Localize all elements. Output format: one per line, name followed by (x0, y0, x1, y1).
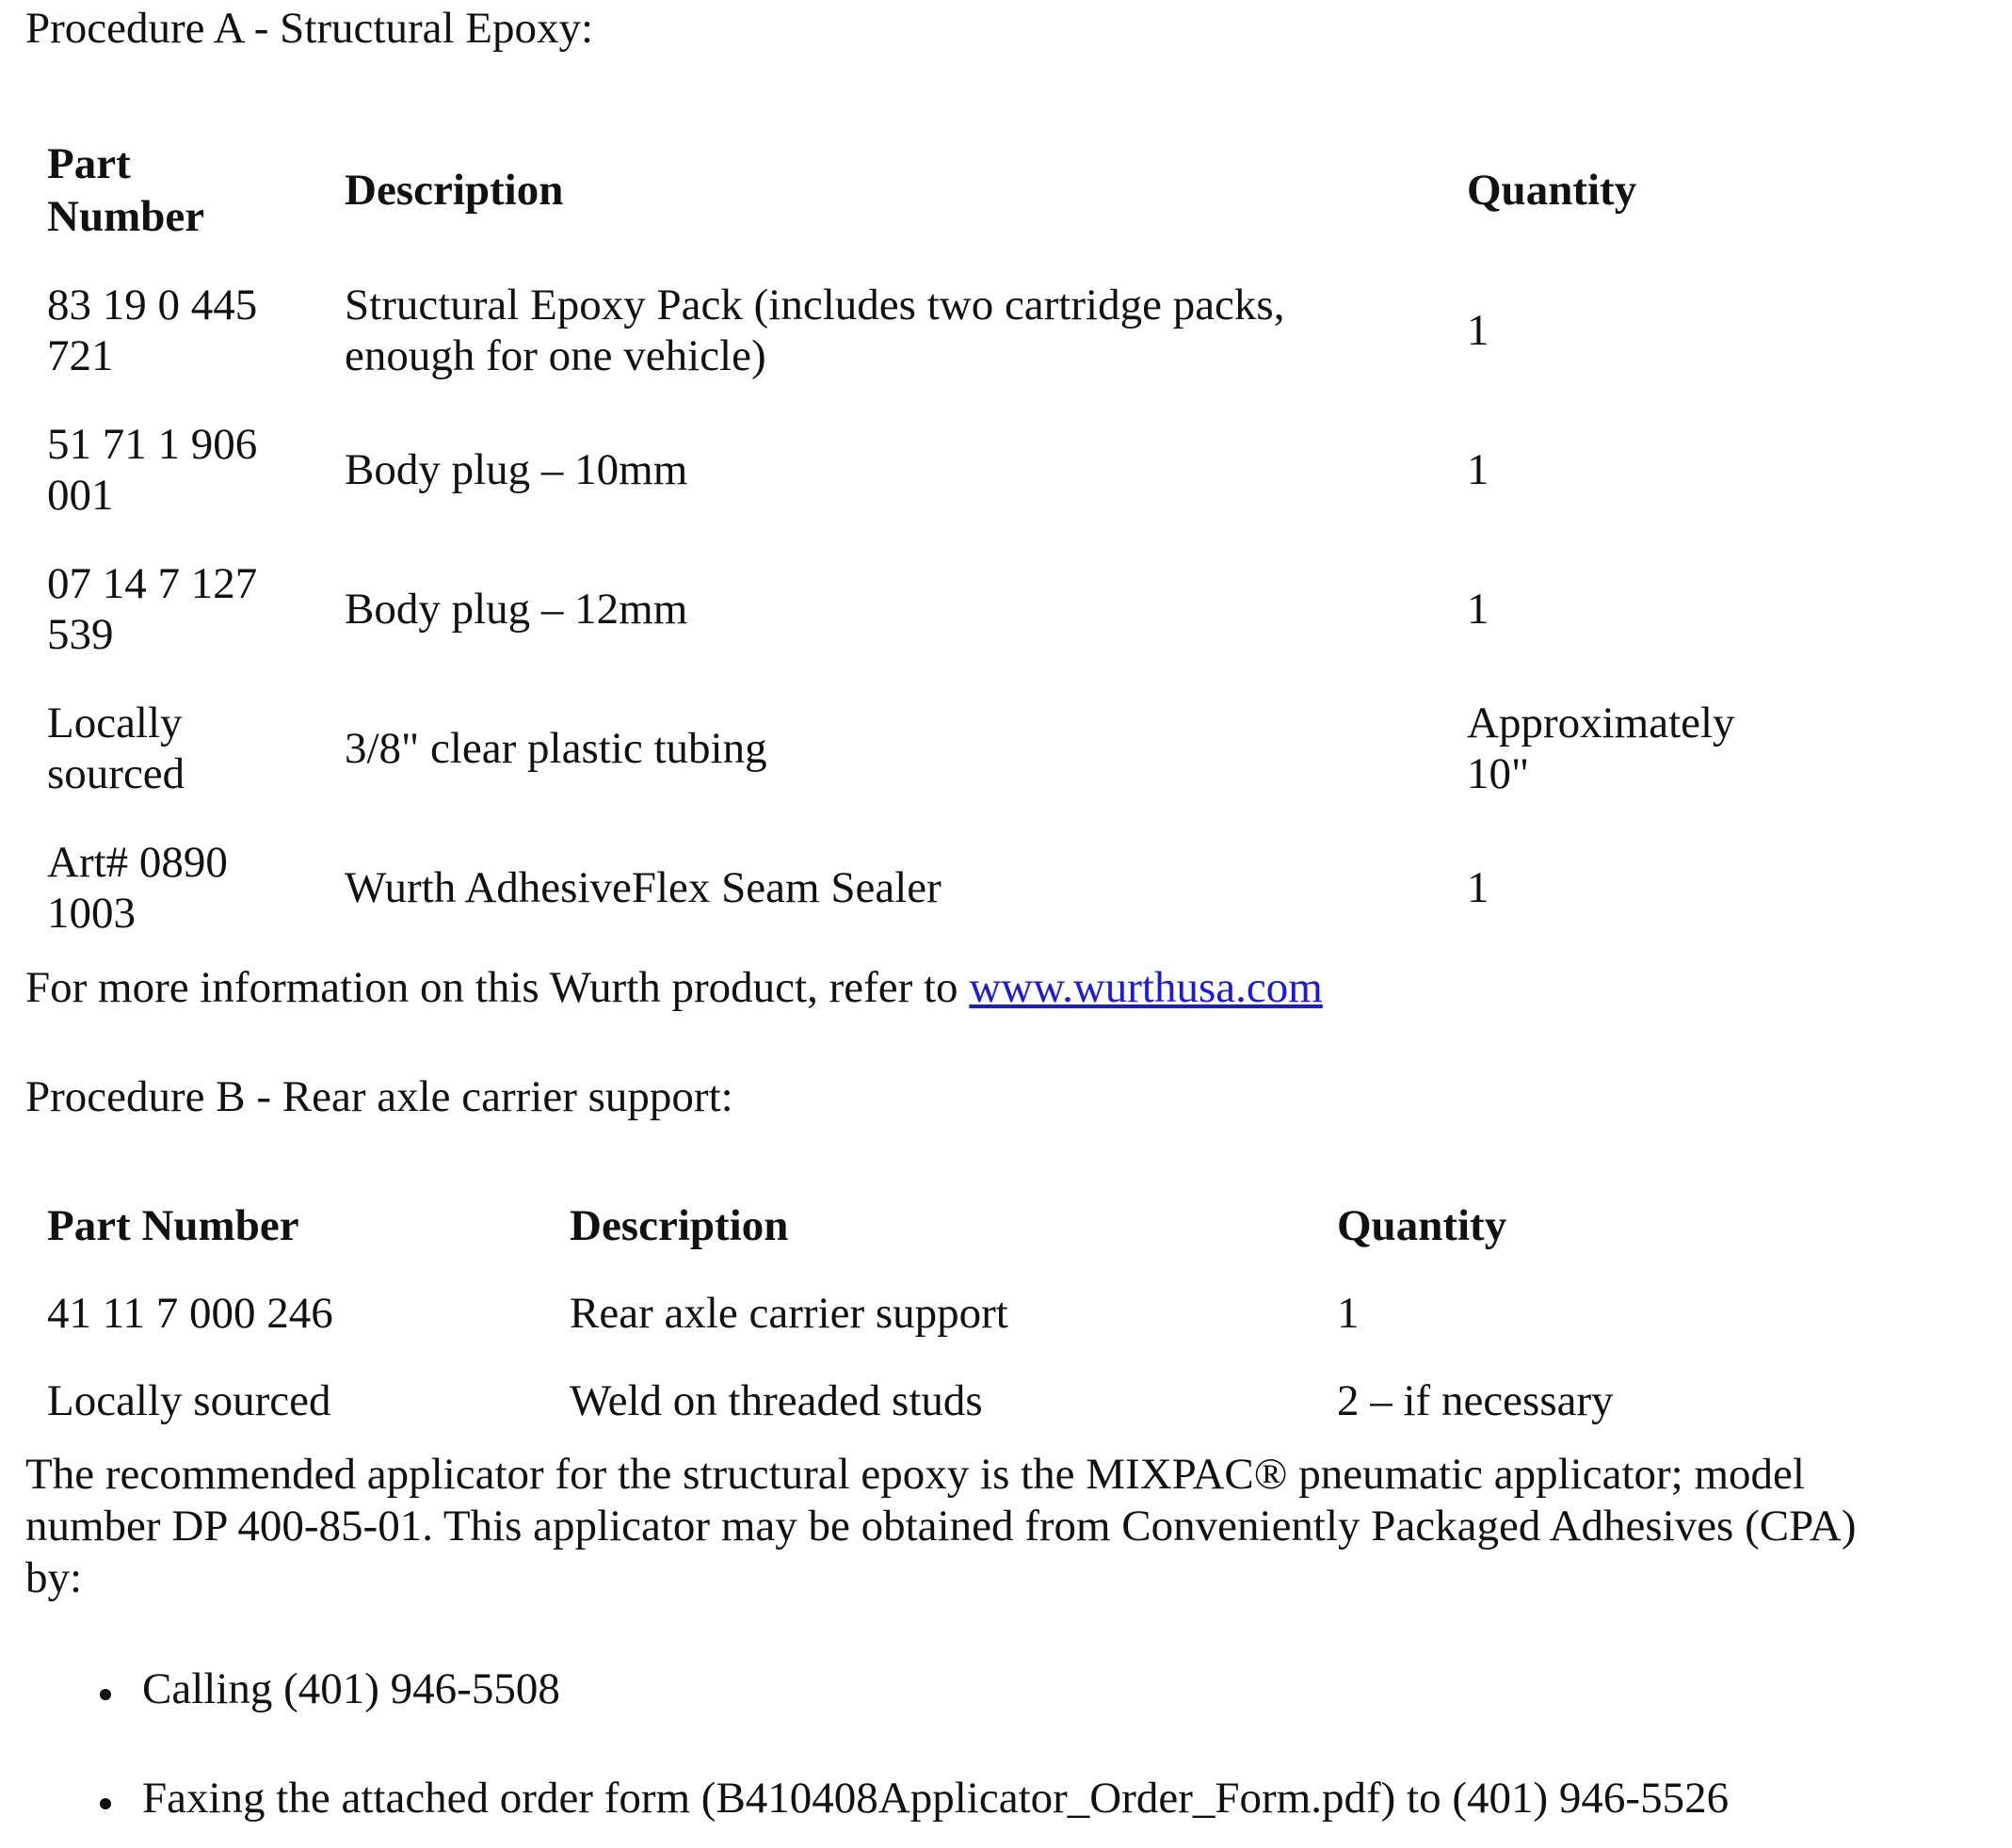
part-number-cell: 07 14 7 127 (47, 559, 258, 608)
list-item-text: Faxing the attached order form (B410408Applicator_Order_Form.pdf) to (401) 946-5526 (142, 1774, 1730, 1823)
quantity-cell: Approximately (1467, 699, 1735, 747)
quantity-cell: 1 (1467, 585, 1489, 634)
part-number-cell: Locally sourced (47, 1376, 331, 1425)
more-info-line (25, 961, 1323, 1014)
applicator-paragraph-line: The recommended applicator for the structural epoxy is the MIXPAC® pneumatic applicator; model (25, 1450, 1805, 1499)
header-description: Description (345, 166, 564, 215)
part-number-cell: 1003 (47, 889, 136, 938)
quantity-cell: 1 (1467, 445, 1489, 494)
quantity-cell: 1 (1337, 1289, 1360, 1338)
applicator-paragraph-line: by: (25, 1553, 83, 1602)
quantity-cell: 1 (1467, 306, 1489, 355)
list-item-text: Calling (401) 946-5508 (142, 1664, 560, 1713)
part-number-cell: 721 (47, 331, 114, 380)
header-description: Description (570, 1201, 789, 1250)
bullet-icon (100, 1798, 111, 1809)
more-info-text: For more information on this Wurth product, refer to (25, 963, 970, 1012)
quantity-cell: 2 – if necessary (1337, 1376, 1614, 1425)
part-number-cell: 001 (47, 471, 114, 520)
part-number-cell: 51 71 1 906 (47, 420, 258, 469)
quantity-cell: 1 (1467, 863, 1489, 912)
part-number-cell: Art# 0890 (47, 838, 228, 887)
description-cell: Body plug – 12mm (345, 585, 688, 634)
description-cell: Rear axle carrier support (570, 1289, 1008, 1338)
header-quantity: Quantity (1467, 166, 1637, 215)
description-cell: Structural Epoxy Pack (includes two cartridge packs, (345, 281, 1285, 329)
applicator-paragraph-line: number DP 400-85-01. This applicator may be obtained from Conveniently Packaged Adhesives (CPA) (25, 1502, 1857, 1551)
procedure-b-heading: Procedure B - Rear axle carrier support: (25, 1072, 733, 1121)
part-number-cell: sourced (47, 749, 185, 798)
description-cell: 3/8" clear plastic tubing (345, 724, 767, 773)
header-quantity: Quantity (1337, 1201, 1507, 1250)
quantity-cell: 10" (1467, 749, 1530, 798)
part-number-cell: 539 (47, 610, 114, 659)
description-cell: enough for one vehicle) (345, 331, 766, 380)
bullet-icon (100, 1689, 111, 1700)
header-part-number: Part Number (47, 1201, 299, 1250)
part-number-cell: Locally (47, 699, 183, 747)
header-part-number-line2: Number (47, 192, 205, 241)
description-cell: Wurth AdhesiveFlex Seam Sealer (345, 863, 942, 912)
procedure-a-heading: Procedure A - Structural Epoxy: (25, 4, 594, 53)
header-part-number-line1: Part (47, 139, 131, 188)
description-cell: Body plug – 10mm (345, 445, 688, 494)
part-number-cell: 83 19 0 445 (47, 281, 258, 329)
part-number-cell: 41 11 7 000 246 (47, 1289, 333, 1338)
description-cell: Weld on threaded studs (570, 1376, 983, 1425)
wurth-website-link[interactable]: www.wurthusa.com (969, 963, 1323, 1012)
